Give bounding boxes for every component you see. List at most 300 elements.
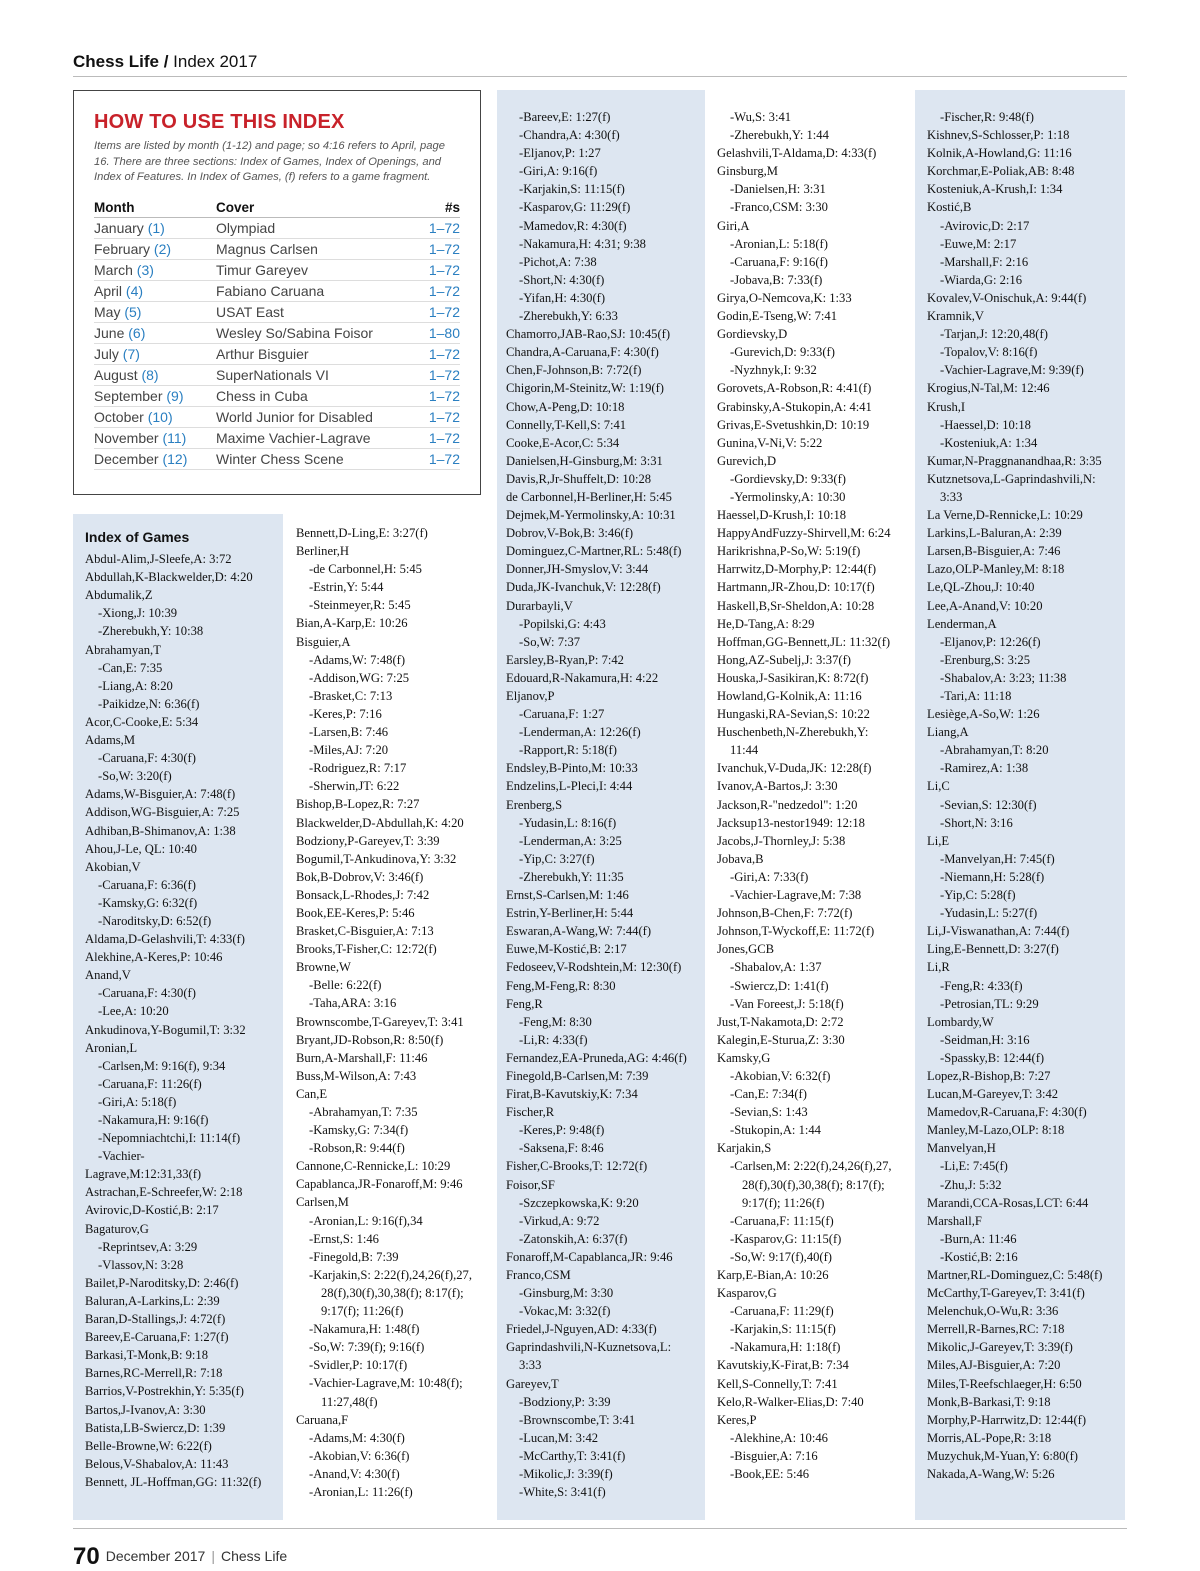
index-entry: Fisher,C-Brooks,T: 12:72(f) bbox=[506, 1159, 648, 1174]
index-entry: Durarbayli,V bbox=[506, 598, 573, 613]
cover-subject: SuperNationals VI bbox=[216, 364, 420, 385]
month-name: September (9) bbox=[94, 385, 216, 406]
index-entry: Larsen,B-Bisguier,A: 7:46 bbox=[927, 544, 1061, 559]
index-subentry: -Eljanov,P: 1:27 bbox=[519, 146, 601, 161]
month-name: December (12) bbox=[94, 448, 216, 469]
index-entry: Giri,A bbox=[717, 218, 750, 233]
index-subentry: -Addison,WG: 7:25 bbox=[309, 670, 410, 685]
month-row bbox=[94, 301, 460, 322]
footer-magazine: Chess Life bbox=[220, 1548, 288, 1564]
index-entry: Abdul-Alim,J-Sleefe,A: 3:72 bbox=[85, 552, 232, 567]
index-entry: Capablanca,JR-Fonaroff,M: 9:46 bbox=[296, 1177, 463, 1192]
index-subentry: -Karjakin,S: 2:22(f),24,26(f),27, bbox=[309, 1267, 472, 1282]
index-entry: Morphy,P-Harrwitz,D: 12:44(f) bbox=[927, 1412, 1087, 1427]
index-subentry: -Miles,AJ: 7:20 bbox=[309, 743, 389, 758]
index-entry: Li,R bbox=[927, 960, 950, 975]
page-range: 1–72 bbox=[420, 364, 460, 385]
index-subentry: -Abrahamyan,T: 7:35 bbox=[309, 1105, 418, 1119]
index-entry: Grivas,E-Svetushkin,D: 10:19 bbox=[717, 417, 870, 432]
index-subentry: -Sherwin,JT: 6:22 bbox=[309, 779, 400, 794]
index-entry: McCarthy,T-Gareyev,T: 3:41(f) bbox=[927, 1286, 1085, 1301]
index-entry: Bishop,B-Lopez,R: 7:27 bbox=[296, 797, 420, 812]
index-entry: Lagrave,M:12:31,33(f) bbox=[85, 1167, 202, 1182]
index-subentry: -Caruana,F: 6:36(f) bbox=[98, 877, 196, 892]
index-subentry: -Feng,R: 4:33(f) bbox=[940, 978, 1023, 993]
index-entry: Feng,M-Feng,R: 8:30 bbox=[506, 978, 616, 993]
month-column-header: Month bbox=[94, 200, 216, 218]
index-subentry: -Short,N: 4:30(f) bbox=[519, 272, 605, 287]
page-range: 1–80 bbox=[420, 322, 460, 343]
index-subentry: -Tarjan,J: 12:20,48(f) bbox=[940, 327, 1048, 342]
index-subentry: -Li,E: 7:45(f) bbox=[940, 1159, 1008, 1174]
cover-subject: Fabiano Caruana bbox=[216, 280, 420, 301]
index-subentry: -Sevian,S: 1:43 bbox=[730, 1105, 808, 1120]
index-entry: Aronian,L bbox=[85, 1040, 138, 1055]
index-subentry: -Saksena,F: 8:46 bbox=[519, 1141, 604, 1156]
index-subentry: -Vachier-Lagrave,M: 7:38 bbox=[730, 888, 862, 903]
pages-column-header: #s bbox=[420, 200, 460, 218]
index-subentry: -Swiercz,D: 1:41(f) bbox=[730, 978, 829, 993]
index-subentry: -Fischer,R: 9:48(f) bbox=[940, 110, 1034, 124]
index-entry: Gelashvili,T-Aldama,D: 4:33(f) bbox=[717, 146, 877, 161]
index-entry: Caruana,F bbox=[296, 1412, 349, 1427]
page-range: 1–72 bbox=[420, 427, 460, 448]
index-entry: Erenberg,S bbox=[506, 797, 563, 812]
index-entry: Li,C bbox=[927, 779, 950, 794]
index-entry: Hoffman,GG-Bennett,JL: 11:32(f) bbox=[717, 634, 891, 649]
index-subentry: -Lee,A: 10:20 bbox=[98, 1004, 169, 1019]
index-entry: Muzychuk,M-Yuan,Y: 6:80(f) bbox=[927, 1448, 1078, 1463]
index-subentry: -Lucan,M: 3:42 bbox=[519, 1430, 599, 1445]
header-slash: / bbox=[158, 52, 174, 71]
index-subentry: -Petrosian,TL: 9:29 bbox=[940, 996, 1039, 1011]
index-subentry: -Brasket,C: 7:13 bbox=[309, 688, 393, 703]
index-subentry: -Zherebukh,Y: 6:33 bbox=[519, 309, 618, 324]
index-subentry: -Caruana,F: 9:16(f) bbox=[730, 254, 828, 269]
index-entry: Alekhine,A-Keres,P: 10:46 bbox=[85, 950, 223, 965]
index-entry: Earsley,B-Ryan,P: 7:42 bbox=[506, 652, 624, 667]
index-subentry: -Svidler,P: 10:17(f) bbox=[309, 1358, 408, 1373]
index-entry: Blackwelder,D-Abdullah,K: 4:20 bbox=[296, 815, 464, 830]
index-entry: Manley,M-Lazo,OLP: 8:18 bbox=[927, 1123, 1065, 1138]
index-subentry: -Lenderman,A: 3:25 bbox=[519, 833, 622, 848]
index-entry: Finegold,B-Carlsen,M: 7:39 bbox=[506, 1068, 649, 1083]
cover-subject: Maxime Vachier-Lagrave bbox=[216, 427, 420, 448]
index-subentry: -Ginsburg,M: 3:30 bbox=[519, 1286, 614, 1301]
index-subentry: -Zherebukh,Y: 11:35 bbox=[519, 869, 624, 884]
footer-separator: | bbox=[211, 1548, 215, 1564]
index-entry: Marshall,F bbox=[927, 1213, 982, 1228]
index-subentry: -Erenburg,S: 3:25 bbox=[940, 652, 1031, 667]
index-subentry: -Caruana,F: 11:15(f) bbox=[730, 1213, 834, 1228]
index-entry: Kosteniuk,A-Krush,I: 1:34 bbox=[927, 182, 1063, 197]
month-row bbox=[94, 343, 460, 364]
index-subentry: -Brownscombe,T: 3:41 bbox=[519, 1412, 636, 1427]
month-row bbox=[94, 217, 460, 238]
index-entry: Melenchuk,O-Wu,R: 3:36 bbox=[927, 1304, 1059, 1319]
index-subentry: -Belle: 6:22(f) bbox=[309, 978, 382, 993]
index-entry: Chandra,A-Caruana,F: 4:30(f) bbox=[506, 345, 659, 360]
index-subentry: -Naroditsky,D: 6:52(f) bbox=[98, 913, 212, 928]
index-subentry: -Carlsen,M: 9:16(f), 9:34 bbox=[98, 1058, 226, 1073]
index-continuation: 28(f),30(f),30,38(f); 8:17(f); bbox=[742, 1177, 885, 1192]
index-entry: Liang,A bbox=[927, 725, 969, 740]
index-entry: Howland,G-Kolnik,A: 11:16 bbox=[717, 689, 862, 703]
how-to-intro: Items are listed by month (1-12) and page; so 4:16 refers to April, page 16. There are three sections: Index of Games, Index of Openings, and Index of Features. In Index of Games, (f) refers to a game fragment. bbox=[94, 140, 445, 183]
index-entry: Kramnik,V bbox=[927, 309, 985, 324]
how-to-use-box bbox=[73, 90, 481, 495]
month-row bbox=[94, 238, 460, 259]
index-entry: Nakada,A-Wang,W: 5:26 bbox=[927, 1467, 1055, 1482]
index-entry: Dobrov,V-Bok,B: 3:46(f) bbox=[506, 526, 634, 541]
index-subentry: -Yudasin,L: 8:16(f) bbox=[519, 815, 617, 830]
index-entry: Hungaski,RA-Sevian,S: 10:22 bbox=[717, 707, 870, 722]
magazine-name: Chess Life bbox=[73, 52, 159, 71]
index-entry: Kostić,B bbox=[927, 200, 972, 215]
index-subentry: -Yermolinsky,A: 10:30 bbox=[730, 489, 846, 504]
index-subentry: -Franco,CSM: 3:30 bbox=[730, 200, 828, 215]
index-subentry: -Tari,A: 11:18 bbox=[940, 689, 1012, 703]
index-entry: Houska,J-Sasikiran,K: 8:72(f) bbox=[717, 670, 869, 685]
index-entry: Johnson,B-Chen,F: 7:72(f) bbox=[717, 906, 853, 921]
index-entry: Haskell,B,Sr-Sheldon,A: 10:28 bbox=[717, 598, 875, 613]
index-subentry: -Popilski,G: 4:43 bbox=[519, 616, 606, 631]
index-entry: Jones,GCB bbox=[717, 942, 775, 957]
page-range: 1–72 bbox=[420, 301, 460, 322]
index-subentry: -White,S: 3:41(f) bbox=[519, 1485, 606, 1500]
index-entry: Ahou,J-Le, QL: 10:40 bbox=[85, 841, 197, 856]
index-column-3 bbox=[497, 90, 705, 1520]
index-entry: Addison,WG-Bisguier,A: 7:25 bbox=[85, 805, 240, 820]
index-entry: Karjakin,S bbox=[717, 1141, 772, 1156]
index-entry: Morris,AL-Pope,R: 3:18 bbox=[927, 1430, 1052, 1445]
index-entry: Girya,O-Nemcova,K: 1:33 bbox=[717, 290, 852, 305]
index-subentry: -Bodziony,P: 3:39 bbox=[519, 1394, 611, 1409]
index-subentry: -Vachier-Lagrave,M: 9:39(f) bbox=[940, 363, 1084, 378]
index-subentry: -Caruana,F: 11:26(f) bbox=[98, 1076, 202, 1091]
index-entry: Estrin,Y-Berliner,H: 5:44 bbox=[506, 906, 634, 921]
index-subentry: -Spassky,B: 12:44(f) bbox=[940, 1050, 1045, 1065]
index-subentry: -Can,E: 7:34(f) bbox=[730, 1087, 807, 1102]
month-cover-table bbox=[94, 200, 460, 470]
index-subentry: -Kamsky,G: 6:32(f) bbox=[98, 895, 198, 910]
page-range: 1–72 bbox=[420, 280, 460, 301]
page-range: 1–72 bbox=[420, 343, 460, 364]
index-entry: Gorovets,A-Robson,R: 4:41(f) bbox=[717, 381, 872, 396]
index-entry: Hartmann,JR-Zhou,D: 10:17(f) bbox=[717, 580, 875, 595]
index-entry: Li,J-Viswanathan,A: 7:44(f) bbox=[927, 924, 1070, 939]
index-entry: Donner,JH-Smyslov,V: 3:44 bbox=[506, 562, 649, 577]
index-entry: Krogius,N-Tal,M: 12:46 bbox=[927, 381, 1050, 396]
index-subentry: -Danielsen,H: 3:31 bbox=[730, 182, 826, 197]
issue-date: December 2017 bbox=[105, 1548, 206, 1564]
index-subentry: -McCarthy,T: 3:41(f) bbox=[519, 1448, 626, 1463]
index-subentry: -Yip,C: 5:28(f) bbox=[940, 888, 1016, 903]
index-subentry: -Karjakin,S: 11:15(f) bbox=[519, 182, 625, 197]
index-subentry: -Kostić,B: 2:16 bbox=[940, 1249, 1018, 1264]
index-subentry: -Zatonskih,A: 6:37(f) bbox=[519, 1231, 628, 1246]
index-entry: Chamorro,JAB-Rao,SJ: 10:45(f) bbox=[506, 327, 671, 342]
index-subentry: -Larsen,B: 7:46 bbox=[309, 725, 389, 740]
index-subentry: -Rodriguez,R: 7:17 bbox=[309, 761, 407, 776]
index-entry: HappyAndFuzzy-Shirvell,M: 6:24 bbox=[717, 526, 891, 541]
index-subentry: -Yip,C: 3:27(f) bbox=[519, 851, 595, 866]
index-entry: Mamedov,R-Caruana,F: 4:30(f) bbox=[927, 1105, 1087, 1120]
index-entry: Barnes,RC-Merrell,R: 7:18 bbox=[85, 1366, 223, 1381]
index-subentry: -Kasparov,G: 11:15(f) bbox=[730, 1231, 842, 1246]
index-entry: Davis,R,Jr-Shuffelt,D: 10:28 bbox=[506, 471, 652, 486]
index-column-4 bbox=[717, 108, 913, 1483]
index-subentry: -Zherebukh,Y: 10:38 bbox=[98, 624, 204, 639]
index-entry: Harikrishna,P-So,W: 5:19(f) bbox=[717, 544, 861, 559]
index-subentry: -Topalov,V: 8:16(f) bbox=[940, 345, 1038, 360]
index-entry: Lopez,R-Bishop,B: 7:27 bbox=[927, 1068, 1051, 1083]
index-entry: Lesiège,A-So,W: 1:26 bbox=[927, 707, 1040, 722]
cover-subject: Olympiad bbox=[216, 217, 420, 238]
index-entry: Euwe,M-Kostić,B: 2:17 bbox=[506, 942, 627, 957]
index-entry: Lee,A-Anand,V: 10:20 bbox=[927, 598, 1043, 613]
index-entry: Jacobs,J-Thornley,J: 5:38 bbox=[717, 833, 846, 848]
index-entry: Adams,M bbox=[85, 733, 136, 748]
page-range: 1–72 bbox=[420, 448, 460, 469]
index-subentry: -Short,N: 3:16 bbox=[940, 815, 1013, 830]
index-subentry: -Feng,M: 8:30 bbox=[519, 1014, 592, 1029]
month-name: June (6) bbox=[94, 322, 216, 343]
index-subentry: -Nakamura,H: 1:48(f) bbox=[309, 1322, 420, 1337]
index-entry: Karp,E-Bian,A: 10:26 bbox=[717, 1268, 829, 1282]
index-entry: Adhiban,B-Shimanov,A: 1:38 bbox=[85, 823, 236, 838]
index-column-1 bbox=[73, 514, 283, 1520]
index-entry: Brooks,T-Fisher,C: 12:72(f) bbox=[296, 942, 437, 957]
index-entry: Lombardy,W bbox=[927, 1014, 994, 1029]
cover-subject: World Junior for Disabled bbox=[216, 406, 420, 427]
index-entry: Grabinsky,A-Stukopin,A: 4:41 bbox=[717, 399, 872, 414]
index-entry: Bok,B-Dobrov,V: 3:46(f) bbox=[296, 869, 424, 884]
index-entry: Bonsack,L-Rhodes,J: 7:42 bbox=[296, 887, 430, 902]
index-entry: Monk,B-Barkasi,T: 9:18 bbox=[927, 1394, 1051, 1409]
index-subentry: -Vachier- bbox=[98, 1149, 145, 1164]
index-entry: Feng,R bbox=[506, 996, 543, 1011]
index-entry: Krush,I bbox=[927, 399, 966, 414]
index-subentry: -Kasparov,G: 11:29(f) bbox=[519, 200, 631, 215]
index-entry: Lucan,M-Gareyev,T: 3:42 bbox=[927, 1087, 1059, 1102]
index-subentry: -Seidman,H: 3:16 bbox=[940, 1032, 1030, 1047]
month-name: October (10) bbox=[94, 406, 216, 427]
index-subentry: -Shabalov,A: 1:37 bbox=[730, 960, 822, 975]
index-subentry: -Alekhine,A: 10:46 bbox=[730, 1430, 828, 1445]
month-row bbox=[94, 427, 460, 448]
index-entry: Brasket,C-Bisguier,A: 7:13 bbox=[296, 924, 434, 939]
index-subentry: -Rapport,R: 5:18(f) bbox=[519, 743, 617, 758]
index-entry: Kasparov,G bbox=[717, 1286, 777, 1301]
index-subentry: -Aronian,L: 11:26(f) bbox=[309, 1484, 413, 1499]
page-number: 70 bbox=[73, 1543, 100, 1570]
index-entry: Baluran,A-Larkins,L: 2:39 bbox=[85, 1293, 220, 1308]
index-subentry: -Kamsky,G: 7:34(f) bbox=[309, 1123, 409, 1138]
index-subentry: -Zherebukh,Y: 1:44 bbox=[730, 128, 829, 143]
index-entry: Avirovic,D-Kostić,B: 2:17 bbox=[85, 1203, 219, 1218]
index-entry: Kelo,R-Walker-Elias,D: 7:40 bbox=[717, 1394, 864, 1409]
month-name: November (11) bbox=[94, 427, 216, 448]
index-subentry: -Akobian,V: 6:32(f) bbox=[730, 1068, 831, 1083]
index-entry: Bartos,J-Ivanov,A: 3:30 bbox=[85, 1402, 206, 1417]
month-number: (8) bbox=[141, 366, 159, 383]
index-subentry: -Ramirez,A: 1:38 bbox=[940, 761, 1029, 776]
index-entry: Cooke,E-Acor,C: 5:34 bbox=[506, 435, 620, 450]
month-name: August (8) bbox=[94, 364, 216, 385]
index-subentry: -Keres,P: 9:48(f) bbox=[519, 1123, 605, 1138]
month-name: February (2) bbox=[94, 238, 216, 259]
index-entry: Abdullah,K-Blackwelder,D: 4:20 bbox=[85, 570, 253, 585]
index-subentry: -Keres,P: 7:16 bbox=[309, 706, 382, 721]
index-entry: La Verne,D-Rennicke,L: 10:29 bbox=[927, 508, 1083, 523]
index-entry: Jobava,B bbox=[717, 851, 764, 866]
index-entry: Chow,A-Peng,D: 10:18 bbox=[506, 399, 625, 414]
index-subentry: -Vlassov,N: 3:28 bbox=[98, 1257, 184, 1272]
index-entry: Foisor,SF bbox=[506, 1177, 555, 1192]
cover-subject: Chess in Cuba bbox=[216, 385, 420, 406]
index-subentry: -Caruana,F: 11:29(f) bbox=[730, 1304, 834, 1319]
month-name: April (4) bbox=[94, 280, 216, 301]
index-entry: Belle-Browne,W: 6:22(f) bbox=[85, 1438, 212, 1453]
index-entry: Eljanov,P bbox=[506, 689, 555, 703]
index-entry: Kalegin,E-Sturua,Z: 3:30 bbox=[717, 1032, 845, 1047]
index-subentry: -Akobian,V: 6:36(f) bbox=[309, 1448, 410, 1463]
index-subentry: -Gordievsky,D: 9:33(f) bbox=[730, 471, 846, 486]
index-subentry: -Nyzhnyk,I: 9:32 bbox=[730, 363, 817, 378]
index-entry: Danielsen,H-Ginsburg,M: 3:31 bbox=[506, 453, 663, 468]
index-subentry: -Mamedov,R: 4:30(f) bbox=[519, 218, 627, 233]
index-subentry: -Aronian,L: 9:16(f),34 bbox=[309, 1213, 423, 1228]
cover-column-header: Cover bbox=[216, 200, 420, 218]
month-name: July (7) bbox=[94, 343, 216, 364]
index-subentry: -Lenderman,A: 12:26(f) bbox=[519, 725, 641, 740]
index-subentry: -So,W: 7:37 bbox=[519, 634, 581, 649]
index-subentry: -Van Foreest,J: 5:18(f) bbox=[730, 996, 844, 1011]
index-entry: Abrahamyan,T bbox=[85, 642, 161, 657]
index-entry: Bian,A-Karp,E: 10:26 bbox=[296, 616, 408, 631]
index-subentry: -Giri,A: 9:16(f) bbox=[519, 164, 598, 179]
page-range: 1–72 bbox=[420, 406, 460, 427]
index-subentry: -Szczepkowska,K: 9:20 bbox=[519, 1195, 639, 1210]
month-number: (11) bbox=[162, 429, 187, 446]
index-subentry: -Jobava,B: 7:33(f) bbox=[730, 272, 823, 287]
month-row bbox=[94, 385, 460, 406]
index-subentry: -Burn,A: 11:46 bbox=[940, 1231, 1017, 1246]
index-subentry: -Adams,M: 4:30(f) bbox=[309, 1430, 405, 1445]
index-subentry: -Yudasin,L: 5:27(f) bbox=[940, 906, 1038, 921]
index-subentry: -Sevian,S: 12:30(f) bbox=[940, 797, 1037, 812]
index-entry: Lenderman,A bbox=[927, 616, 997, 631]
index-entry: Buss,M-Wilson,A: 7:43 bbox=[296, 1068, 417, 1083]
index-entry: Fischer,R bbox=[506, 1105, 555, 1120]
index-continuation: 3:33 bbox=[940, 489, 963, 504]
index-entry: Franco,CSM bbox=[506, 1268, 571, 1282]
index-entry: Kovalev,V-Onischuk,A: 9:44(f) bbox=[927, 290, 1087, 305]
index-subentry: -Giri,A: 7:33(f) bbox=[730, 869, 809, 884]
index-entry: Berliner,H bbox=[296, 544, 350, 559]
cover-subject: Winter Chess Scene bbox=[216, 448, 420, 469]
index-entry: Endsley,B-Pinto,M: 10:33 bbox=[506, 761, 638, 776]
index-entry: Can,E bbox=[296, 1086, 328, 1101]
page-range: 1–72 bbox=[420, 238, 460, 259]
index-subentry: -Can,E: 7:35 bbox=[98, 660, 163, 675]
index-subentry: -Bareev,E: 1:27(f) bbox=[519, 110, 611, 124]
page-header bbox=[73, 52, 1127, 76]
footer-divider bbox=[73, 1528, 1127, 1529]
index-entry: Bisguier,A bbox=[296, 634, 351, 649]
index-subentry: -Paikidze,N: 6:36(f) bbox=[98, 696, 200, 711]
index-subentry: -Carlsen,M: 2:22(f),24,26(f),27, bbox=[730, 1159, 892, 1174]
index-subentry: -Anand,V: 4:30(f) bbox=[309, 1466, 400, 1481]
index-entry: Adams,W-Bisguier,A: 7:48(f) bbox=[85, 787, 236, 802]
index-subentry: -Book,EE: 5:46 bbox=[730, 1467, 810, 1482]
index-continuation: 28(f),30(f),30,38(f); 8:17(f); bbox=[321, 1285, 464, 1300]
index-entry: Bodziony,P-Gareyev,T: 3:39 bbox=[296, 833, 440, 848]
index-subentry: -Finegold,B: 7:39 bbox=[309, 1249, 399, 1264]
index-entry: Cannone,C-Rennicke,L: 10:29 bbox=[296, 1159, 451, 1174]
index-entry: Carlsen,M bbox=[296, 1195, 349, 1210]
index-subentry: -Ernst,S: 1:46 bbox=[309, 1231, 379, 1246]
index-subentry: -Mikolic,J: 3:39(f) bbox=[519, 1467, 613, 1482]
index-entry: Chigorin,M-Steinitz,W: 1:19(f) bbox=[506, 381, 664, 396]
index-entry: Jacksup13-nestor1949: 12:18 bbox=[717, 815, 865, 830]
index-entry: Kishnev,S-Schlosser,P: 1:18 bbox=[927, 128, 1070, 143]
index-subentry: -Zhu,J: 5:32 bbox=[940, 1177, 1002, 1192]
index-subentry: -Wiarda,G: 2:16 bbox=[940, 272, 1023, 287]
month-number: (12) bbox=[162, 450, 188, 467]
month-number: (2) bbox=[153, 240, 172, 257]
month-row bbox=[94, 322, 460, 343]
index-entry: Ernst,S-Carlsen,M: 1:46 bbox=[506, 888, 629, 903]
month-number: (5) bbox=[124, 303, 142, 320]
index-entry: Belous,V-Shabalov,A: 11:43 bbox=[85, 1456, 229, 1471]
index-subentry: -Caruana,F: 1:27 bbox=[519, 707, 605, 722]
index-entry: Fonaroff,M-Capablanca,JR: 9:46 bbox=[506, 1249, 673, 1264]
month-row bbox=[94, 280, 460, 301]
index-subentry: -Caruana,F: 4:30(f) bbox=[98, 751, 196, 766]
index-entry: Book,EE-Keres,P: 5:46 bbox=[296, 905, 415, 920]
index-subentry: -So,W: 7:39(f); 9:16(f) bbox=[309, 1340, 425, 1355]
index-entry: Firat,B-Kavutskiy,K: 7:34 bbox=[506, 1087, 638, 1102]
index-entry: Baran,D-Stallings,J: 4:72(f) bbox=[85, 1312, 226, 1327]
index-subentry: -Giri,A: 5:18(f) bbox=[98, 1094, 177, 1109]
index-subentry: -Nakamura,H: 4:31; 9:38 bbox=[519, 236, 646, 251]
index-subentry: -Avirovic,D: 2:17 bbox=[940, 218, 1030, 233]
index-entry: Batista,LB-Swiercz,D: 1:39 bbox=[85, 1420, 226, 1435]
index-subentry: -Kosteniuk,A: 1:34 bbox=[940, 435, 1038, 450]
index-subentry: -Vokac,M: 3:32(f) bbox=[519, 1304, 611, 1319]
index-entry: Keres,P bbox=[717, 1412, 757, 1427]
index-entry: Bareev,E-Caruana,F: 1:27(f) bbox=[85, 1330, 229, 1345]
section-title: Index 2017 bbox=[173, 52, 258, 71]
index-entry: Martner,RL-Dominguez,C: 5:48(f) bbox=[927, 1268, 1103, 1282]
index-entry: Gaprindashvili,N-Kuznetsova,L: bbox=[506, 1340, 672, 1355]
index-subentry: -Haessel,D: 10:18 bbox=[940, 417, 1031, 432]
month-row bbox=[94, 448, 460, 469]
index-entry: Gordievsky,D bbox=[717, 327, 788, 342]
index-entry: Kamsky,G bbox=[717, 1050, 771, 1065]
index-entry: He,D-Tang,A: 8:29 bbox=[717, 616, 815, 631]
index-entry: Barrios,V-Postrekhin,Y: 5:35(f) bbox=[85, 1384, 244, 1399]
index-subentry: -Adams,W: 7:48(f) bbox=[309, 652, 406, 667]
header-divider bbox=[73, 76, 1127, 77]
index-subentry: -Bisguier,A: 7:16 bbox=[730, 1448, 818, 1463]
index-entry: Godin,E-Tseng,W: 7:41 bbox=[717, 309, 838, 324]
index-entry: Gunina,V-Ni,V: 5:22 bbox=[717, 435, 823, 450]
index-continuation: 11:27,48(f) bbox=[321, 1394, 378, 1409]
index-entry: Ivanov,A-Bartos,J: 3:30 bbox=[717, 779, 838, 794]
